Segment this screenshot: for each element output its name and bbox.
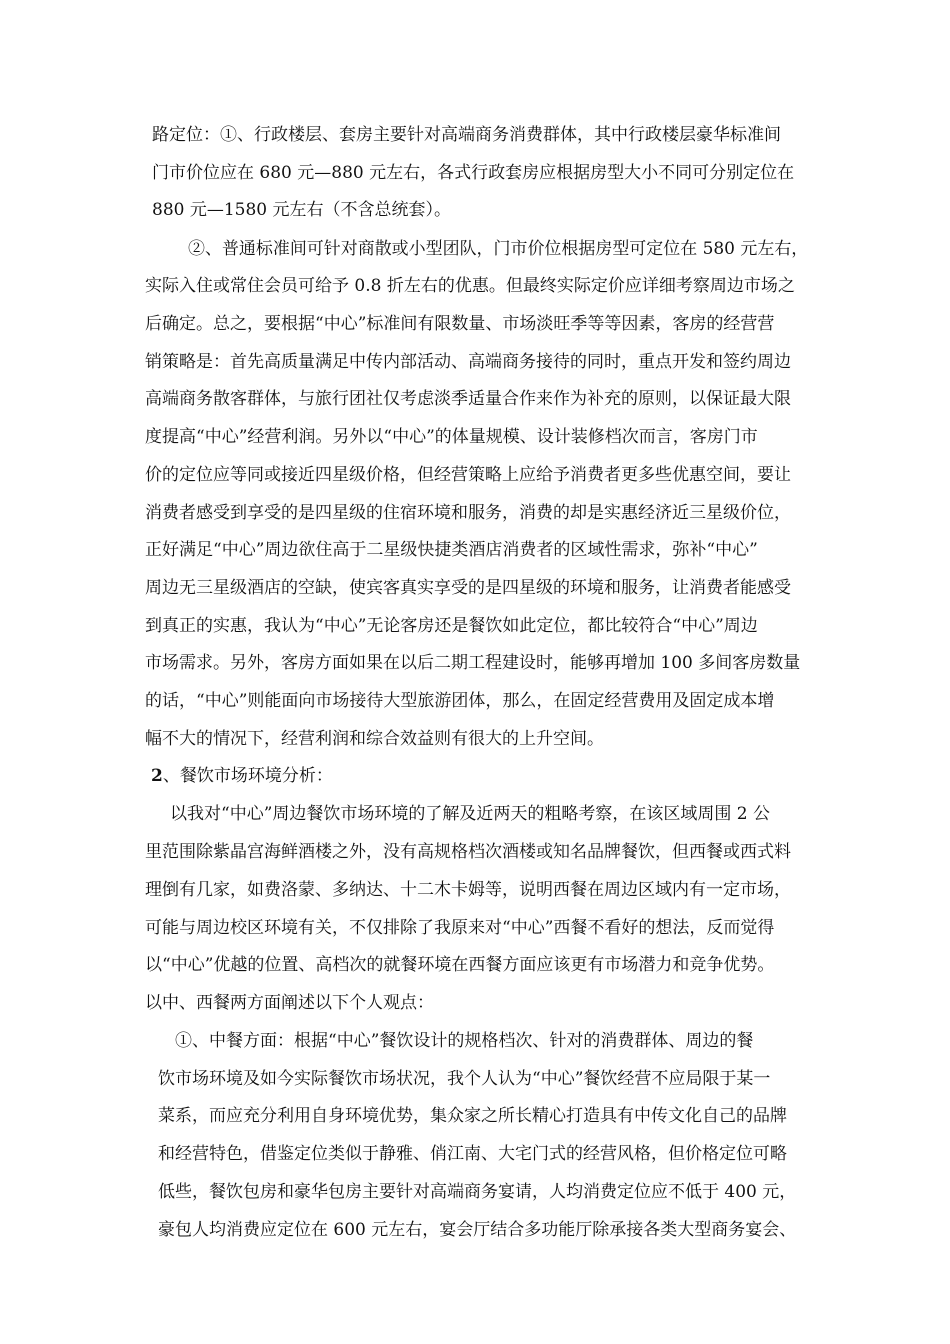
paragraph-line: 路定位：①、行政楼层、套房主要针对高端商务消费群体，其中行政楼层豪华标准间 [152, 125, 781, 145]
paragraph-line: ①、中餐方面：根据“中心”餐饮设计的规格档次、针对的消费群体、周边的餐 [175, 1031, 754, 1051]
section-number: 2 [151, 766, 163, 786]
paragraph-line: 度提高“中心”经营利润。另外以“中心”的体量规模、设计装修档次而言，客房门市 [145, 427, 758, 447]
paragraph-line: 菜系，而应充分利用自身环境优势，集众家之所长精心打造具有中传文化自己的品牌 [158, 1106, 787, 1126]
paragraph-line: 和经营特色，借鉴定位类似于静雅、俏江南、大宅门式的经营风格，但价格定位可略 [158, 1144, 787, 1164]
paragraph-line: 880 元—1580 元左右（不含总统套）。 [152, 200, 452, 220]
paragraph-line: 饮市场环境及如今实际餐饮市场状况，我个人认为“中心”餐饮经营不应局限于某一 [158, 1069, 771, 1089]
paragraph-line: 以中、西餐两方面阐述以下个人观点： [145, 993, 434, 1013]
paragraph-line: 以我对“中心”周边餐饮市场环境的了解及近两天的粗略考察，在该区域周围 2 公 [170, 804, 771, 824]
paragraph-line: 价的定位应等同或接近四星级价格，但经营策略上应给予消费者更多些优惠空间，要让 [145, 465, 791, 485]
paragraph-line: 豪包人均消费应定位在 600 元左右，宴会厅结合多功能厅除承接各类大型商务宴会、 [158, 1220, 797, 1240]
paragraph-line: ②、普通标准间可针对商散或小型团队，门市价位根据房型可定位在 580 元左右， [188, 239, 809, 259]
paragraph-line: 的话，“中心”则能面向市场接待大型旅游团体，那么，在固定经营费用及固定成本增 [145, 691, 775, 711]
paragraph-line: 门市价位应在 680 元—880 元左右，各式行政套房应根据房型大小不同可分别定位在 [152, 163, 795, 183]
paragraph-line: 正好满足“中心”周边欲住高于二星级快捷类酒店消费者的区域性需求，弥补“中心” [145, 540, 758, 560]
section-heading [151, 764, 333, 788]
paragraph-line: 后确定。总之，要根据“中心”标准间有限数量、市场淡旺季等等因素，客房的经营营 [145, 314, 775, 334]
paragraph-line: 消费者感受到享受的是四星级的住宿环境和服务，消费的却是实惠经济近三星级价位， [145, 503, 791, 523]
paragraph-line: 以“中心”优越的位置、高档次的就餐环境在西餐方面应该更有市场潜力和竞争优势。 [145, 955, 775, 975]
paragraph-line: 市场需求。另外，客房方面如果在以后二期工程建设时，能够再增加 100 多间客房数量 [145, 653, 801, 673]
paragraph-line: 销策略是：首先高质量满足中传内部活动、高端商务接待的同时，重点开发和签约周边 [145, 352, 791, 372]
paragraph-line: 幅不大的情况下，经营利润和综合效益则有很大的上升空间。 [145, 729, 604, 749]
paragraph-line: 实际入住或常住会员可给予 0.8 折左右的优惠。但最终实际定价应详细考察周边市场之 [145, 276, 795, 296]
paragraph-line: 周边无三星级酒店的空缺，使宾客真实享受的是四星级的环境和服务，让消费者能感受 [145, 578, 791, 598]
paragraph-line: 到真正的实惠，我认为“中心”无论客房还是餐饮如此定位，都比较符合“中心”周边 [145, 616, 758, 636]
section-title: 、餐饮市场环境分析： [162, 766, 333, 786]
paragraph-line: 高端商务散客群体，与旅行团社仅考虑淡季适量合作来作为补充的原则，以保证最大限 [145, 389, 791, 409]
paragraph-line: 可能与周边校区环境有关，不仅排除了我原来对“中心”西餐不看好的想法，反而觉得 [145, 918, 775, 938]
paragraph-line: 里范围除紫晶宫海鲜酒楼之外，没有高规格档次酒楼或知名品牌餐饮，但西餐或西式料 [145, 842, 791, 862]
paragraph-line: 低些，餐饮包房和豪华包房主要针对高端商务宴请，人均消费定位应不低于 400 元， [158, 1182, 797, 1202]
paragraph-line: 理倒有几家，如费洛蒙、多纳达、十二木卡姆等，说明西餐在周边区域内有一定市场， [145, 880, 791, 900]
